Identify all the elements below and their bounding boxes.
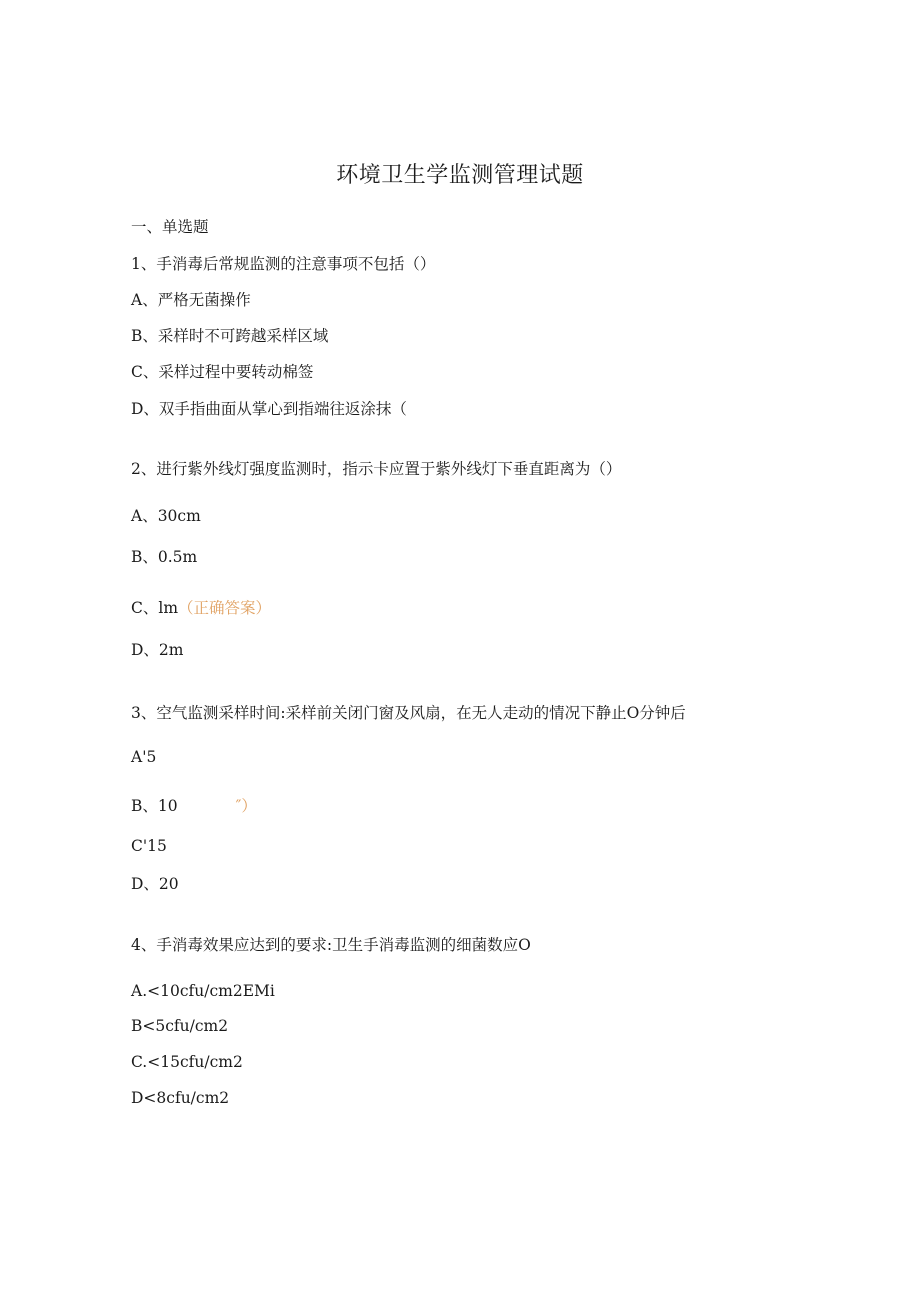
question-4-option-c: C.<15cfu/cm2 — [131, 1053, 243, 1071]
question-3-option-d: D、20 — [131, 875, 179, 893]
correct-answer-mark: （正确答案） — [178, 599, 272, 617]
question-2-option-d: D、2m — [131, 641, 184, 659]
question-2-option-c-text: C、lm — [131, 599, 179, 617]
question-4-stem: 4、手消毒效果应达到的要求:卫生手消毒监测的细菌数应O — [131, 936, 531, 954]
section-heading: 一、单选题 — [131, 218, 209, 236]
question-1-option-d: D、双手指曲面从掌心到指端往返涂抹（ — [131, 400, 407, 418]
question-4-option-a: A.<10cfu/cm2EMi — [131, 982, 275, 1000]
page-title: 环境卫生学监测管理试题 — [336, 163, 584, 188]
question-1-option-b: B、采样时不可跨越采样区域 — [131, 327, 329, 345]
question-2-stem: 2、进行紫外线灯强度监测时，指示卡应置于紫外线灯下垂直距离为（） — [131, 460, 622, 478]
question-2-option-b: B、0.5m — [131, 548, 198, 566]
correct-answer-fragment: ″） — [235, 797, 257, 815]
question-3-option-b — [131, 795, 257, 817]
question-3-stem: 3、空气监测采样时间:采样前关闭门窗及风扇，在无人走动的情况下静止O分钟后 — [131, 704, 686, 722]
question-2-option-a: A、30cm — [131, 507, 201, 525]
question-1-option-c: C、采样过程中要转动棉签 — [131, 363, 314, 381]
question-3-option-c: C'15 — [131, 837, 167, 855]
question-2-option-c — [131, 597, 271, 619]
question-4-option-b: B<5cfu/cm2 — [131, 1017, 229, 1035]
question-1-option-a: A、严格无菌操作 — [131, 291, 251, 309]
question-3-option-b-text: B、10 — [131, 797, 178, 815]
question-1-stem: 1、手消毒后常规监测的注意事项不包括（） — [131, 255, 436, 273]
question-4-option-d: D<8cfu/cm2 — [131, 1089, 230, 1107]
question-3-option-a: A'5 — [131, 748, 157, 766]
